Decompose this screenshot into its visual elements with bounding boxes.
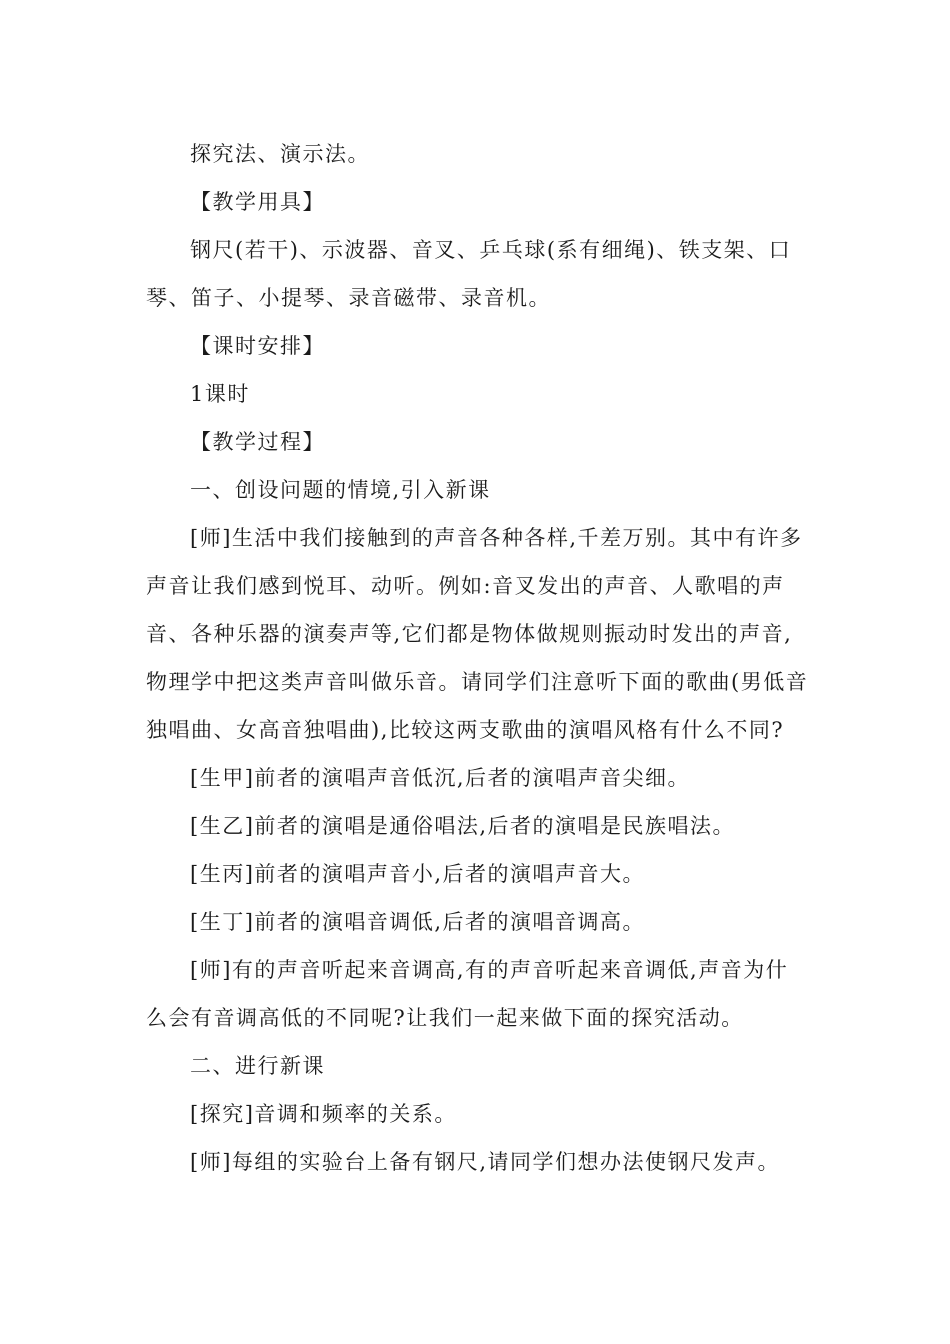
- paragraph-student-b: [生乙]前者的演唱是通俗唱法,后者的演唱是民族唱法。: [190, 814, 736, 838]
- paragraph-teacher-question: [师]有的声音听起来音调高,有的声音听起来音调低,声音为什么会有音调高低的不同呢?让我们一起来做下面的探究活动。: [146, 958, 789, 1030]
- heading-schedule: 【课时安排】: [190, 334, 325, 358]
- paragraph-inquiry: [探究]音调和频率的关系。: [190, 1102, 457, 1126]
- paragraph-teacher-intro: [师]生活中我们接触到的声音各种各样,千差万别。其中有许多声音让我们感到悦耳、动听。例如:音叉发出的声音、人歌唱的声音、各种乐器的演奏声等,它们都是物体做规则振动时发出的声音,物理学中把这类声音叫做乐音。请同学们注意听下面的歌曲(男低音独唱曲、女高音独唱曲),比较这两支歌曲的演唱风格有什么不同?: [146, 526, 809, 742]
- heading-teaching-process: 【教学过程】: [190, 430, 325, 454]
- paragraph-methods: 探究法、演示法。: [190, 142, 370, 166]
- paragraph-student-c: [生丙]前者的演唱声音小,后者的演唱声音大。: [190, 862, 646, 886]
- section-heading-2: 二、进行新课: [190, 1054, 325, 1078]
- document-body: [146, 130, 810, 1186]
- paragraph-tools-list: 钢尺(若干)、示波器、音叉、乒乓球(系有细绳)、铁支架、口琴、笛子、小提琴、录音磁带、录音机。: [146, 238, 792, 310]
- heading-teaching-tools: 【教学用具】: [190, 190, 325, 214]
- section-heading-1: 一、创设问题的情境,引入新课: [190, 478, 491, 502]
- paragraph-student-d: [生丁]前者的演唱音调低,后者的演唱音调高。: [190, 910, 646, 934]
- paragraph-student-a: [生甲]前者的演唱声音低沉,后者的演唱声音尖细。: [190, 766, 691, 790]
- paragraph-schedule: 1课时: [190, 382, 250, 406]
- paragraph-teacher-instruction: [师]每组的实验台上备有钢尺,请同学们想办法使钢尺发声。: [190, 1150, 781, 1174]
